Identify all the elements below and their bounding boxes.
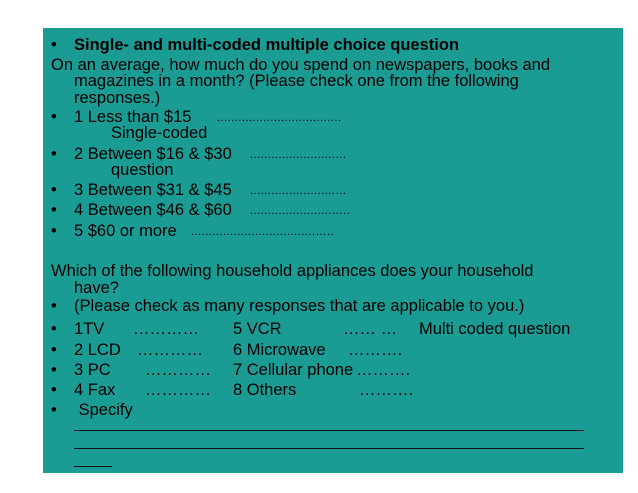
specify-answer-line-2[interactable] — [74, 448, 584, 449]
q1-prompt-line-2: magazines in a month? (Please check one from the following — [74, 72, 519, 90]
option-dots: ................................... — [217, 112, 342, 124]
item-right: 5 VCR — [233, 320, 282, 338]
option-text: 4 Between $46 & $60 — [74, 201, 232, 219]
bullet: • — [51, 181, 57, 199]
q1-prompt-line-3: responses.) — [74, 89, 161, 107]
item-right: 6 Microwave — [233, 341, 326, 359]
q1-heading-row — [53, 36, 459, 54]
item-right-dots: ………. — [359, 381, 414, 399]
option-text: 5 $60 or more — [74, 222, 177, 240]
item-right: 8 Others — [233, 381, 297, 399]
item-right-dots: ………. — [348, 341, 403, 359]
option-dots: ........................… — [250, 185, 347, 197]
multi-coded-note: Multi coded question — [419, 320, 571, 338]
bullet: • — [51, 222, 57, 240]
item-left: 4 Fax — [74, 381, 116, 399]
option-dots: ........................… — [250, 149, 347, 161]
bullet: • — [51, 320, 57, 338]
item-right: 7 Cellular phone — [233, 361, 354, 379]
item-left-dots: ………… — [145, 361, 211, 379]
option-text: 3 Between $31 & $45 — [74, 181, 232, 199]
q1-prompt-line-1: On an average, how much do you spend on newspapers, books and — [51, 56, 550, 74]
item-left-dots: ………… — [137, 341, 203, 359]
q1-note-single-coded: Single-coded — [111, 124, 208, 142]
item-left-dots: ………… — [145, 381, 211, 399]
bullet: • — [51, 201, 57, 219]
bullet: • — [51, 36, 57, 54]
q1-note-question: question — [111, 161, 174, 179]
specify-answer-line-1[interactable] — [74, 430, 584, 431]
bullet: • — [51, 361, 57, 379]
bullet: • — [51, 145, 57, 163]
bullet: • — [51, 108, 57, 126]
option-dots: .......................….. — [250, 205, 351, 217]
item-left: 3 PC — [74, 361, 111, 379]
bullet: • — [51, 401, 57, 419]
bullet: • — [51, 381, 57, 399]
q1-heading: Single- and multi-coded multiple choice question — [74, 36, 460, 54]
option-dots: ...................................….. — [191, 226, 335, 238]
option-text: 1 Less than $15 — [74, 108, 192, 126]
item-left-dots: ………… — [133, 320, 199, 338]
q2-instruction: (Please check as many responses that are applicable to you.) — [74, 297, 525, 315]
specify-answer-line-3[interactable] — [74, 466, 112, 467]
item-left: 1TV — [74, 320, 105, 338]
q2-prompt-line-2: have? — [74, 279, 119, 297]
item-right-dots: …… … — [343, 320, 398, 338]
item-left: 2 LCD — [74, 341, 121, 359]
bullet: • — [51, 341, 57, 359]
item-right-dots: ………. — [356, 361, 411, 379]
specify-label: Specify — [74, 401, 133, 419]
option-text: 2 Between $16 & $30 — [74, 145, 232, 163]
bullet: • — [51, 297, 57, 315]
q2-prompt-line-1: Which of the following household appliances does your household — [51, 262, 534, 280]
